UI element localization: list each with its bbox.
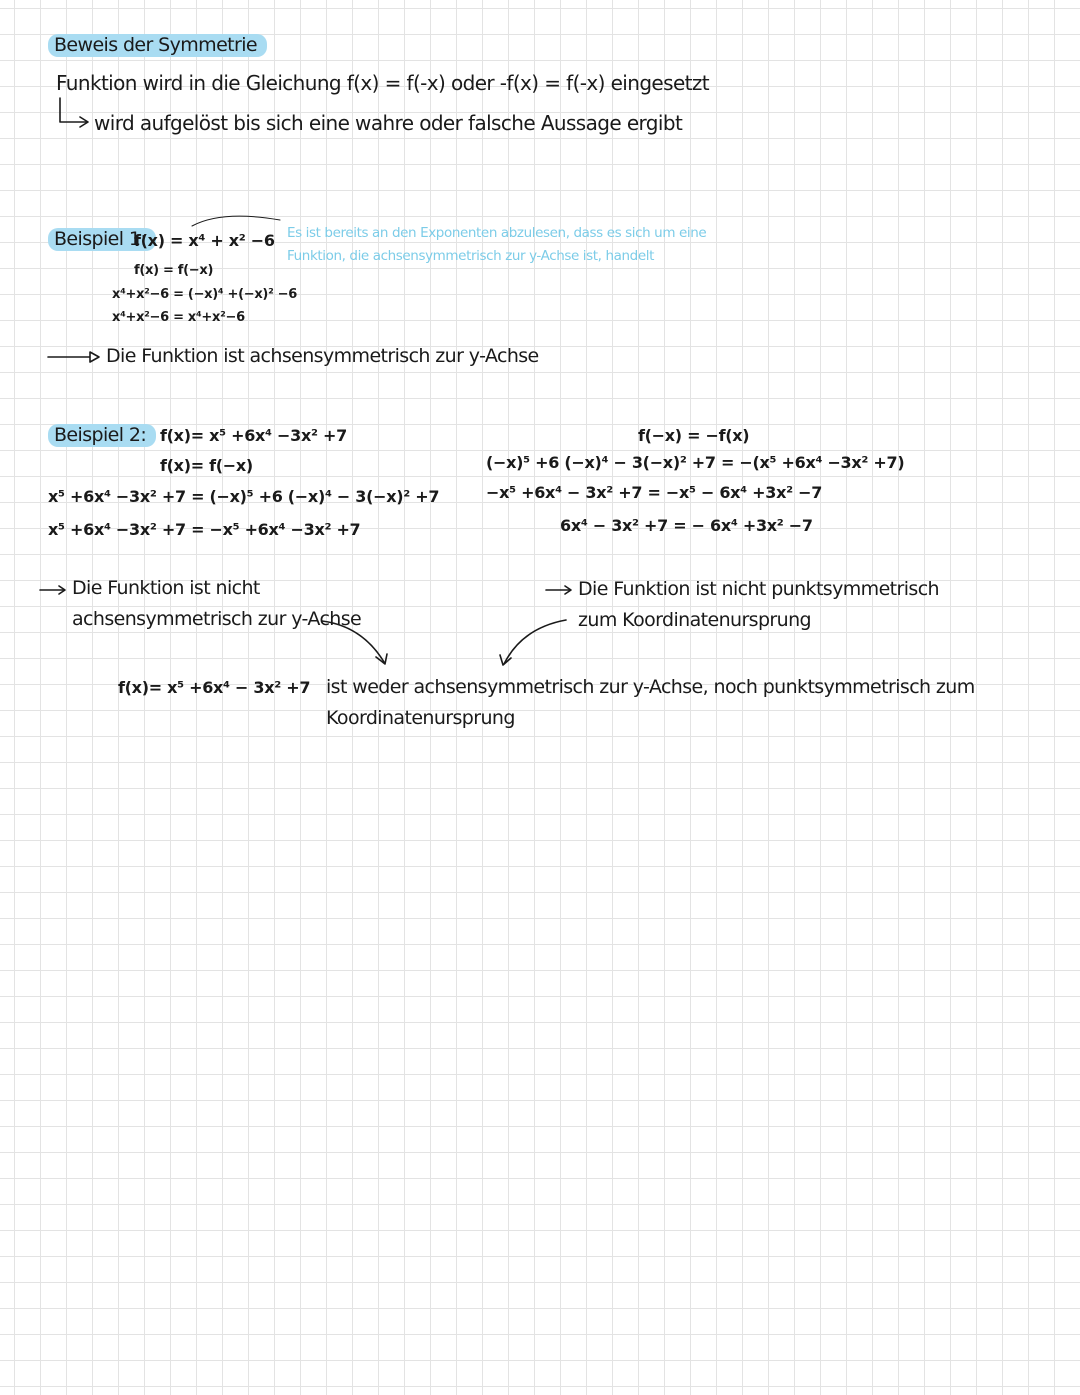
intro-line-2: wird aufgelöst bis sich eine wahre oder falsche Aussage ergibt xyxy=(94,111,683,135)
example-2-left-step-1: f(x)= f(−x) xyxy=(160,456,253,475)
example-1-conclusion: Die Funktion ist achsensymmetrisch zur y-Achse xyxy=(106,345,539,367)
page-title: Beweis der Symmetrie xyxy=(48,34,267,56)
example-2-right-step-2: (−x)⁵ +6 (−x)⁴ − 3(−x)² +7 = −(x⁵ +6x⁴ −3x² +7) xyxy=(486,453,905,472)
intro-line-1: Funktion wird in die Gleichung f(x) = f(-x) oder -f(x) = f(-x) eingesetzt xyxy=(56,71,710,95)
example-2-left-step-2: x⁵ +6x⁴ −3x² +7 = (−x)⁵ +6 (−x)⁴ − 3(−x)² +7 xyxy=(48,487,440,506)
example-2-left-conclusion-2: achsensymmetrisch zur y-Achse xyxy=(72,608,362,630)
final-text-line-1: ist weder achsensymmetrisch zur y-Achse, noch punktsymmetrisch zum xyxy=(326,676,975,698)
final-text-line-2: Koordinatenursprung xyxy=(326,707,515,729)
example-1-function: f(x) = x⁴ + x² −6 xyxy=(134,231,275,250)
example-1-label: Beispiel 1: xyxy=(48,228,156,250)
example-1-step-2: x⁴+x²−6 = (−x)⁴ +(−x)² −6 xyxy=(112,287,298,302)
final-function: f(x)= x⁵ +6x⁴ − 3x² +7 xyxy=(118,678,311,697)
curve-arrow-right-icon xyxy=(504,620,566,664)
exponent-arc-icon xyxy=(192,216,280,226)
example-1-step-1: f(x) = f(−x) xyxy=(134,263,214,278)
example-2-right-conclusion-2: zum Koordinatenursprung xyxy=(578,609,811,631)
example-2-function: f(x)= x⁵ +6x⁴ −3x² +7 xyxy=(160,426,347,445)
example-2-right-step-4: 6x⁴ − 3x² +7 = − 6x⁴ +3x² −7 xyxy=(560,516,813,535)
example-2-left-conclusion-1: Die Funktion ist nicht xyxy=(72,577,260,599)
example-1-step-3: x⁴+x²−6 = x⁴+x²−6 xyxy=(112,310,245,325)
curve-arrow-left-icon xyxy=(322,621,384,662)
example-1-note-line-2: Funktion, die achsensymmetrisch zur y-Achse ist, handelt xyxy=(287,248,654,264)
example-1-note-line-1: Es ist bereits an den Exponenten abzulesen, dass es sich um eine xyxy=(287,225,707,241)
example-2-right-conclusion-1: Die Funktion ist nicht punktsymmetrisch xyxy=(578,578,939,600)
example-2-label: Beispiel 2: xyxy=(48,424,156,446)
conclusion-1-arrowhead-icon xyxy=(90,352,99,362)
example-2-right-step-1: f(−x) = −f(x) xyxy=(638,426,750,445)
example-2-right-step-3: −x⁵ +6x⁴ − 3x² +7 = −x⁵ − 6x⁴ +3x² −7 xyxy=(486,483,823,502)
example-2-left-step-3: x⁵ +6x⁴ −3x² +7 = −x⁵ +6x⁴ −3x² +7 xyxy=(48,520,361,539)
